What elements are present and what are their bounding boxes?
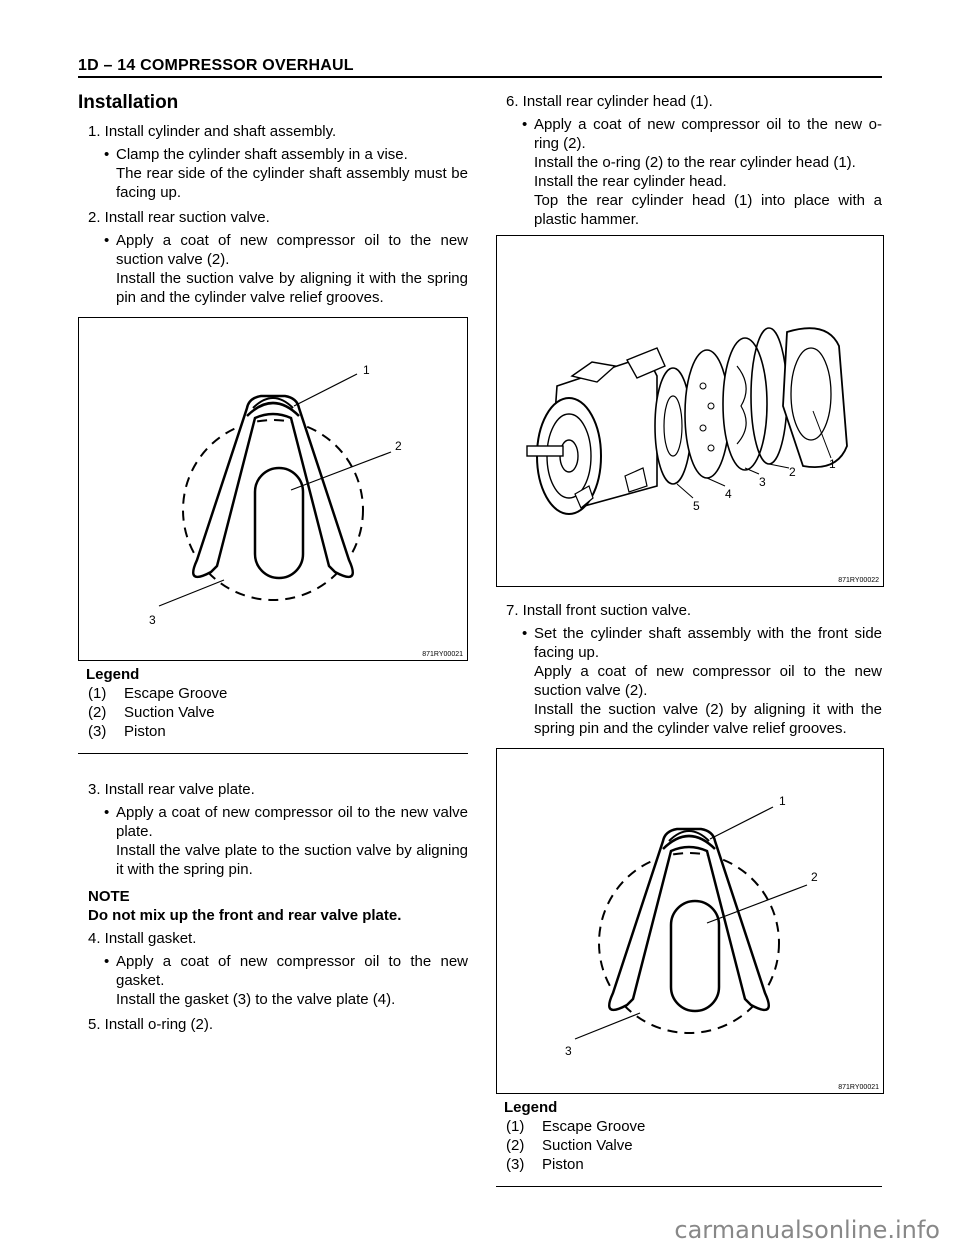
legend-item: (3) Piston — [506, 1156, 584, 1173]
step-2-detail: Install the suction valve by aligning it with the spring pin and the cylinder valve relief grooves. — [116, 270, 468, 306]
step-3-bullet: • Apply a coat of new compressor oil to the new valve plate. — [104, 804, 468, 840]
figure-code: 871RY00021 — [838, 1084, 879, 1091]
bullet-dot: • — [522, 116, 528, 133]
step-6-detail: Install the rear cylinder head. — [534, 173, 727, 190]
callout-1: 1 — [779, 794, 786, 808]
legend-item: (3) Piston — [88, 723, 166, 740]
step-1 — [78, 122, 468, 202]
bullet-dot: • — [522, 625, 528, 642]
step-3-title: 3. Install rear valve plate. — [88, 781, 255, 798]
step-1-bullet: • Clamp the cylinder shaft assembly in a vise. — [104, 146, 408, 163]
step-5-title: 5. Install o-ring (2). — [88, 1016, 214, 1033]
step-2-title: 2. Install rear suction valve. — [88, 209, 270, 226]
legend-title: Legend — [504, 1099, 558, 1116]
exploded-compressor-diagram — [497, 236, 883, 586]
figure-code: 871RY00022 — [838, 577, 879, 584]
callout-2: 2 — [811, 870, 818, 884]
legend-item: (2) Suction Valve — [88, 704, 215, 721]
step-4-bullet: • Apply a coat of new compressor oil to the new gasket. — [104, 953, 468, 989]
step-6-title: 6. Install rear cylinder head (1). — [506, 93, 713, 110]
left-column — [78, 92, 468, 1040]
callout-3: 3 — [149, 613, 156, 627]
figure-suction-valve-right — [496, 748, 884, 1094]
bullet-dot: • — [104, 146, 110, 163]
legend-item: (1) Escape Groove — [506, 1118, 646, 1135]
callout-1: 1 — [829, 457, 836, 471]
note — [78, 887, 468, 925]
figure-code: 871RY00021 — [422, 651, 463, 658]
legend-right — [496, 1098, 882, 1187]
figure-suction-valve-left — [78, 317, 468, 661]
step-1-detail: The rear side of the cylinder shaft assembly must be facing up. — [116, 165, 468, 201]
step-7-detail: Apply a coat of new compressor oil to the new suction valve (2). — [534, 663, 882, 699]
step-3-detail: Install the valve plate to the suction valve by aligning it with the spring pin. — [116, 842, 468, 878]
step-4-title: 4. Install gasket. — [88, 930, 197, 947]
header-rule — [78, 76, 882, 78]
callout-3: 3 — [759, 475, 766, 489]
legend-left — [78, 665, 468, 754]
step-1-title: 1. Install cylinder and shaft assembly. — [88, 123, 337, 140]
callout-2: 2 — [789, 465, 796, 479]
step-2 — [78, 208, 468, 307]
callout-5: 5 — [693, 499, 700, 513]
step-6-bullet: • Apply a coat of new compressor oil to the new o-ring (2). — [522, 116, 882, 152]
step-3 — [78, 780, 468, 879]
right-column — [496, 92, 882, 1187]
section-title: Installation — [78, 92, 179, 113]
step-7-detail: Install the suction valve (2) by aligning it with the spring pin and the cylinder valve relief grooves. — [534, 701, 882, 737]
step-4-detail: Install the gasket (3) to the valve plate (4). — [116, 991, 396, 1008]
legend-item: (1) Escape Groove — [88, 685, 228, 702]
suction-valve-diagram — [79, 318, 467, 660]
step-6 — [496, 92, 882, 229]
step-5 — [78, 1015, 468, 1034]
callout-1: 1 — [363, 363, 370, 377]
step-7-title: 7. Install front suction valve. — [506, 602, 692, 619]
note-text: Do not mix up the front and rear valve plate. — [88, 907, 402, 924]
bullet-dot: • — [104, 953, 110, 970]
figure-exploded-cylinder-head — [496, 235, 884, 587]
watermark: carmanualsonline.info — [674, 1216, 940, 1244]
legend-item: (2) Suction Valve — [506, 1137, 633, 1154]
suction-valve-diagram — [497, 749, 883, 1093]
step-6-detail: Top the rear cylinder head (1) into place with a plastic hammer. — [534, 192, 882, 228]
step-6-detail: Install the o-ring (2) to the rear cylinder head (1). — [534, 154, 856, 171]
bullet-dot: • — [104, 232, 110, 249]
callout-4: 4 — [725, 487, 732, 501]
legend-title: Legend — [86, 666, 140, 683]
note-label: NOTE — [88, 888, 130, 905]
page-header-title: 1D – 14 COMPRESSOR OVERHAUL — [78, 57, 354, 74]
callout-2: 2 — [395, 439, 402, 453]
callout-3: 3 — [565, 1044, 572, 1058]
legend-divider — [496, 1186, 882, 1187]
step-4 — [78, 929, 468, 1009]
step-7 — [496, 601, 882, 738]
step-2-bullet: • Apply a coat of new compressor oil to the new suction valve (2). — [104, 232, 468, 268]
bullet-dot: • — [104, 804, 110, 821]
step-7-bullet: • Set the cylinder shaft assembly with the front side facing up. — [522, 625, 882, 661]
